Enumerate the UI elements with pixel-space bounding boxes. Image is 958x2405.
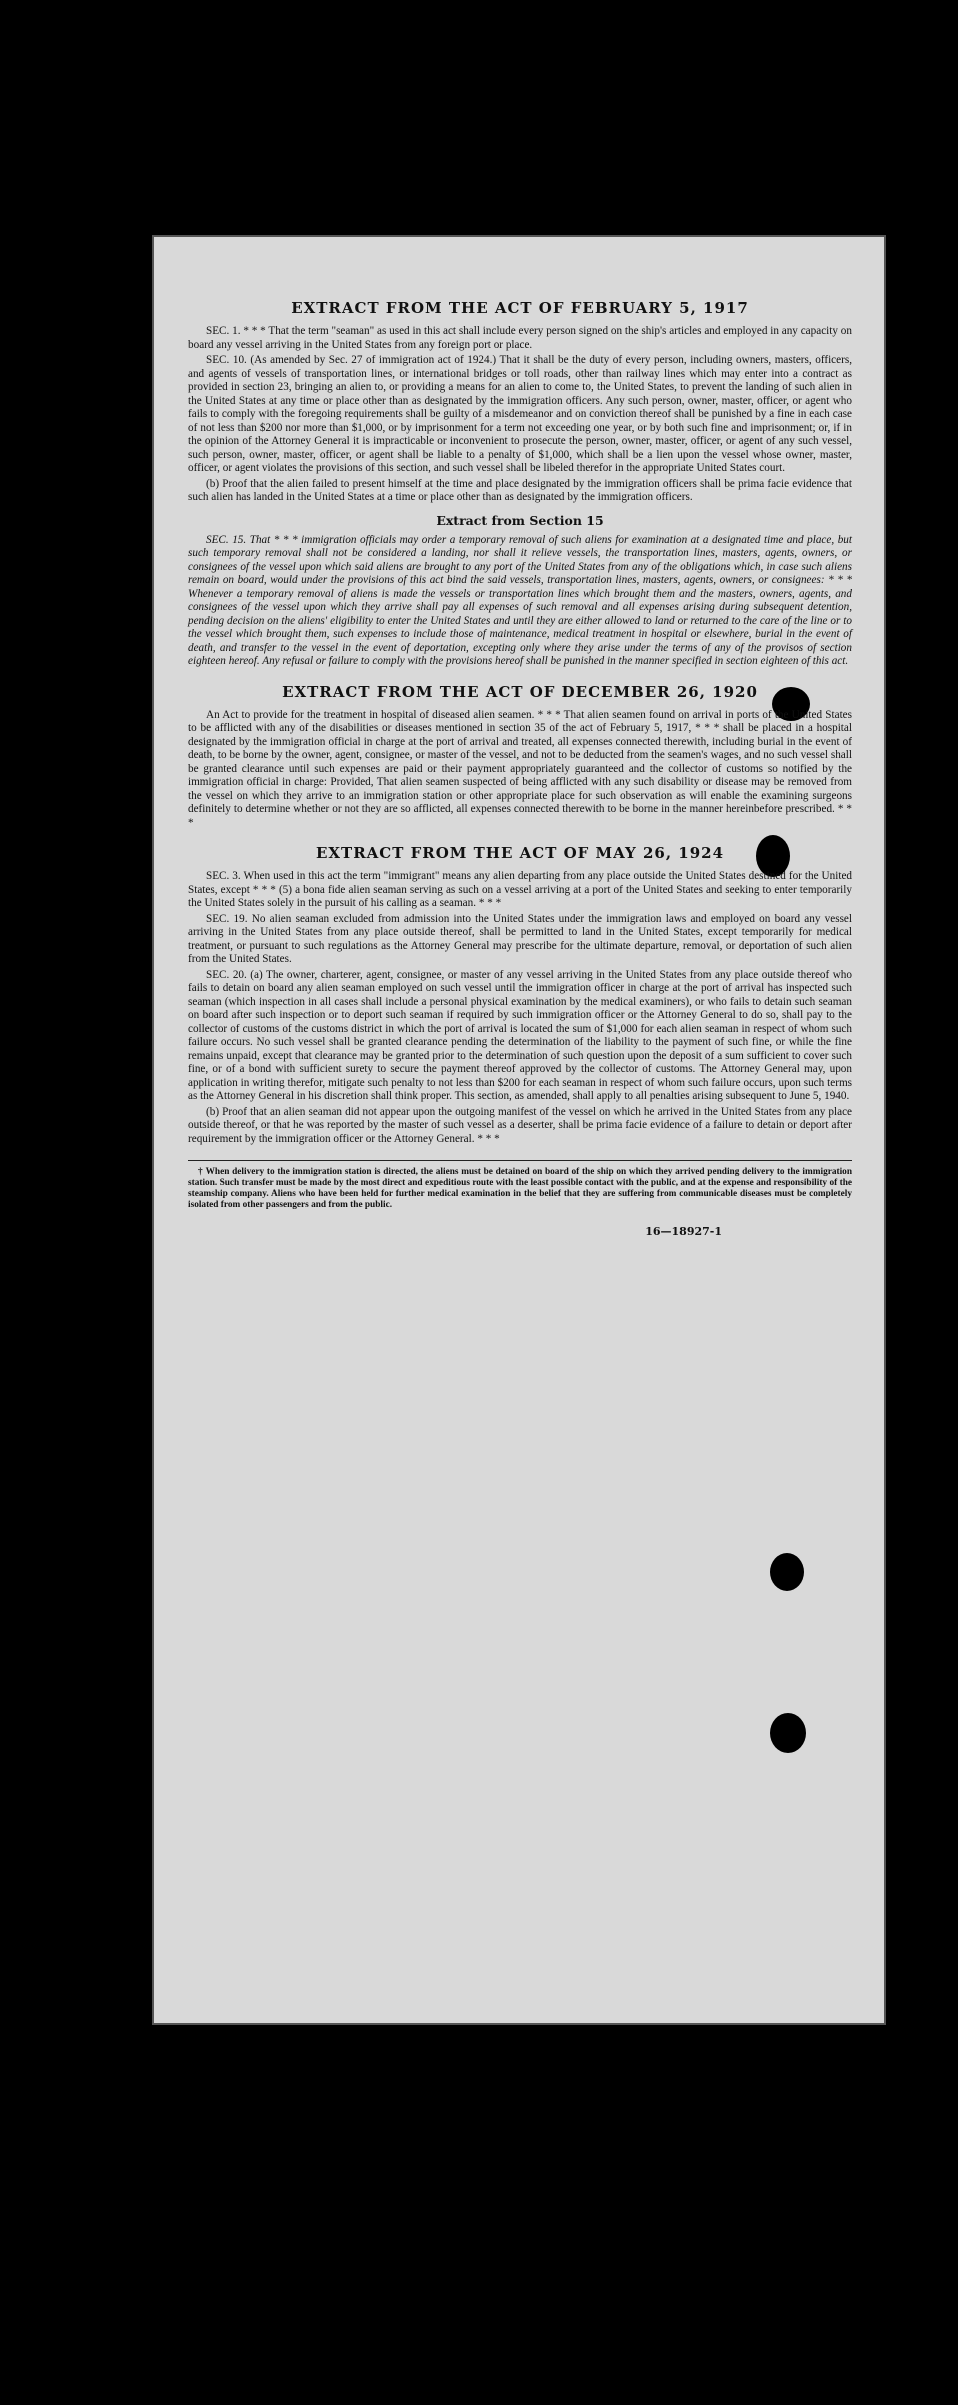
punch-hole — [770, 1713, 806, 1753]
footnote: † When delivery to the immigration station is directed, the aliens must be detained on board of the ship on which they arrived pending delivery to the immigration station. Such transfer must be made by the most direct and expeditious route with the least possible contact with the public, and at the expense and responsibility of the steamship company. Aliens who have been held for further medical examination in the belief that they are suffering from communicable diseases must be completely isolated from other passengers and from the public. — [188, 1167, 852, 1210]
paragraph-sec15: SEC. 15. That * * * immigration officials may order a temporary removal of such aliens for examination at a designated time and place, but such temporary removal shall not be considered a landing, nor shall it relieve vessels, the transportation lines, masters, agents, owners, or consignees of the vessel upon which said aliens are brought to any port of the United States from any of the obligations which, in case such aliens remain on board, would under the provisions of this act bind the said vessels, transportation lines, masters, agents, owners, or consignees: * * * Whenever a temporary removal of aliens is made the vessels or transportation lines which brought them and the masters, owners, agents, and consignees of the vessel upon which they arrive shall pay all expenses of such removal and all expenses arising during subsequent detention, pending decision on the aliens' eligibility to enter the United States and until they are either allowed to land or returned to the care of the line or to the vessel which brought them, such expenses to include those of maintenance, medical treatment in hospital or elsewhere, burial in the event of death, and transfer to the vessel in the event of deportation, excepting only where they arise under the terms of any of the provisos of section eighteen hereof. Any refusal or failure to comply with the provisions hereof shall be punished in the manner specified in section eighteen of this act. — [188, 533, 852, 667]
paragraph-sec10b: (b) Proof that the alien failed to present himself at the time and place designated by the immigration officers shall be prima facie evidence that such alien has landed in the United States at a time or place other than as designated by the immigration officers. — [188, 477, 852, 503]
document-body — [188, 299, 852, 1238]
heading-act-1917: EXTRACT FROM THE ACT OF FEBRUARY 5, 1917 — [291, 299, 749, 317]
footnote-divider — [188, 1160, 852, 1161]
subheading-section-15: Extract from Section 15 — [436, 512, 604, 528]
punch-hole — [770, 1553, 804, 1591]
paragraph-sec20b: (b) Proof that an alien seaman did not appear upon the outgoing manifest of the vessel on which he arrived in the United States from any place outside thereof, or that he was reported by the master of such vessel as a deserter, shall be prima facie evidence of a failure to detain or deport after requirement by the immigration officer or the Attorney General. * * * — [188, 1105, 852, 1145]
paragraph-act-1920: An Act to provide for the treatment in hospital of diseased alien seamen. * * * That alien seamen found on arrival in ports of the United States to be afflicted with any of the disabilities or diseases mentioned in section 35 of the act of February 5, 1917, * * * shall be placed in a hospital designated by the immigration official in charge at the port of arrival and treated, all expenses connected therewith, including burial in the event of death, to be borne by the owner, agent, consignee, or master of the vessel, and not to be deducted from the seamen's wages, and no such vessel shall be granted clearance until such expenses are paid or their payment appropriately guaranteed and the collector of customs so notified by the immigration official in charge: Provided, That alien seamen suspected of being afflicted with any such disability or disease may be removed from the vessel on which they arrive to an immigration station or other appropriate place for such observation as will enable the examining surgeons definitely to determine whether or not they are so afflicted, all expenses connected therewith to be borne in the manner hereinbefore prescribed. * * * — [188, 708, 852, 829]
paragraph-sec19: SEC. 19. No alien seaman excluded from admission into the United States under the immigration laws and employed on board any vessel arriving in the United States from any place outside thereof, shall be permitted to land in the United States, except temporarily for medical treatment, or pursuant to such regulations as the Attorney General may prescribe for the ultimate departure, removal, or deportation of such alien from the United States. — [188, 912, 852, 965]
heading-act-1924: EXTRACT FROM THE ACT OF MAY 26, 1924 — [315, 844, 725, 862]
form-code: 16—18927-1 — [645, 1225, 722, 1238]
paragraph-sec10: SEC. 10. (As amended by Sec. 27 of immigration act of 1924.) That it shall be the duty of every person, including owners, masters, officers, and agents of vessels of transportation lines, or international bridges or toll roads, other than railway lines which may enter into a contract as provided in section 23, bringing an alien to, or providing a means for an alien to come to, the United States, to prevent the landing of such alien in the United States at any time or place other than as designated by the immigration officers. Any such person, owner, master, officer, or agent who fails to comply with the foregoing requirements shall be guilty of a misdemeanor and on conviction thereof shall be punished by a fine in each case of not less than $200 nor more than $1,000, or by imprisonment for a term not exceeding one year, or by both such fine and imprisonment; or, if in the opinion of the Attorney General it is impracticable or inconvenient to prosecute the person, owner, master, officer, or agent of any such vessel, such person, owner, master, officer, or agent shall be liable to a penalty of $1,000, which shall be a lien upon the vessel whose owner, master, officer, or agent violates the provisions of this section, and such vessel shall be libeled therefor in the appropriate United States court. — [188, 354, 852, 474]
heading-act-1920: EXTRACT FROM THE ACT OF DECEMBER 26, 1920 — [282, 682, 758, 701]
paragraph-sec3: SEC. 3. When used in this act the term "immigrant" means any alien departing from any place outside the United States destined for the United States, except * * * (5) a bona fide alien seaman serving as such on a vessel arriving at a port of the United States and seeking to enter temporarily the United States solely in the pursuit of his calling as a seaman. * * * — [188, 870, 852, 909]
paragraph-sec1: SEC. 1. * * * That the term "seaman" as used in this act shall include every person signed on the ship's articles and employed in any capacity on board any vessel arriving in the United States from any foreign port or place. — [188, 325, 852, 351]
document-page — [152, 235, 886, 2025]
paragraph-sec20a: SEC. 20. (a) The owner, charterer, agent, consignee, or master of any vessel arriving in the United States from any place outside thereof who fails to detain on board any alien seaman employed on such vessel until the immigration officer in charge at the port of arrival has inspected such seaman (which inspection in all cases shall include a personal physical examination by the medical examiners), or who fails to detain such seaman on board after such inspection or to deport such seaman if required by such immigration officer or the Attorney General to do so, shall pay to the collector of customs of the customs district in which the port of arrival is located the sum of $1,000 for each alien seaman in respect of whom such failure occurs. No such vessel shall be granted clearance pending the determination of the liability to the payment of such fine, or while the fine remains unpaid, except that clearance may be granted prior to the determination of such question upon the deposit of a sum sufficient to cover such fine, or of a bond with sufficient surety to secure the payment thereof approved by the collector of customs. The Attorney General may, upon application in writing therefor, mitigate such penalty to not less than $200 for each seaman in respect of whom such failure occurs, upon such terms as the Attorney General in his discretion shall think proper. This section, as amended, shall apply to all penalties arising subsequent to June 5, 1940. — [188, 968, 852, 1102]
